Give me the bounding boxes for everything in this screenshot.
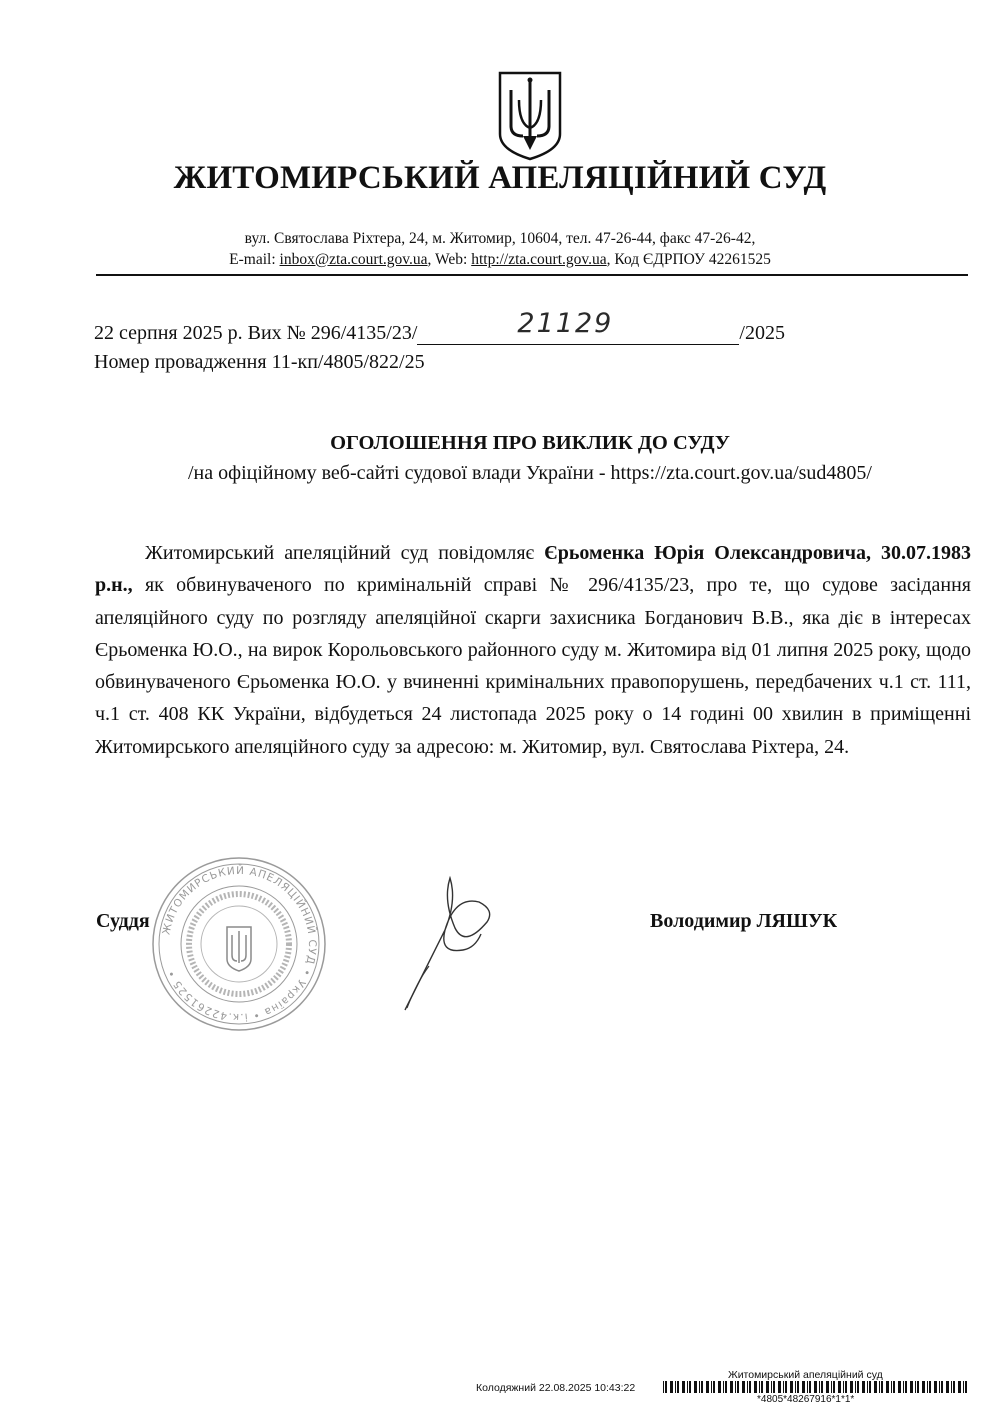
barcode-bar [963,1381,964,1393]
barcode-bar [771,1381,772,1393]
outgoing-suffix: /2025 [739,322,785,344]
barcode-bar [783,1381,784,1393]
barcode-bar [905,1381,907,1393]
footer-registrar-stamp: Колодяжний 22.08.2025 10:43:22 [476,1382,636,1394]
barcode-bar [677,1381,679,1393]
barcode-bar [747,1381,748,1393]
barcode-bar [946,1381,949,1393]
barcode-bar [682,1381,685,1393]
email-link[interactable]: inbox@zta.court.gov.ua [279,251,428,268]
barcode-bar [922,1381,925,1393]
barcode-bar [821,1381,823,1393]
barcode-bar [766,1381,769,1393]
barcode-bar [951,1381,952,1393]
barcode-bar [819,1381,820,1393]
barcode-bar [687,1381,688,1393]
barcode-bar [665,1381,667,1393]
barcode-bar [735,1381,736,1393]
outgoing-number-line [94,308,785,345]
notice-subtitle: /на офіційному веб-сайті судової влади України - https://zta.court.gov.ua/sud4805/ [187,462,872,484]
barcode-bar [778,1381,781,1393]
barcode-bar [699,1381,700,1393]
barcode-bar [713,1381,715,1393]
barcode-bar [886,1381,889,1393]
barcode-bar [869,1381,871,1393]
barcode-bar [929,1381,931,1393]
email-label: E-mail: [229,251,280,268]
barcode-bar [965,1381,967,1393]
court-seal-stamp [150,855,328,1033]
barcode-bar [795,1381,796,1393]
barcode-bar [701,1381,703,1393]
barcode-bar [898,1381,901,1393]
barcode-bar [711,1381,712,1393]
footer-court-name: Житомирський апеляційний суд [728,1369,883,1381]
barcode-bar [927,1381,928,1393]
barcode-bar [903,1381,904,1393]
barcode-bar [874,1381,877,1393]
barcode-bar [797,1381,799,1393]
barcode-bar [749,1381,751,1393]
barcode-bar [826,1381,829,1393]
barcode-bar [773,1381,775,1393]
barcode-bar [675,1381,676,1393]
barcode-bar [939,1381,940,1393]
barcode-bar [742,1381,745,1393]
barcode-bar [910,1381,913,1393]
barcode-bar [670,1381,673,1393]
barcode-bar [723,1381,724,1393]
web-link[interactable]: http://zta.court.gov.ua [471,251,607,268]
court-address: вул. Святослава Ріхтера, 24, м. Житомир, 10604, тел. 47-26-44, факс 47-26-42, [244,230,756,247]
notice-body [95,537,971,763]
outgoing-date: 22 серпня 2025 р. Вих № 296/4135/23/ [94,322,418,344]
barcode-bar [809,1381,811,1393]
barcode-bar [689,1381,691,1393]
barcode-bar [759,1381,760,1393]
barcode-bar [862,1381,865,1393]
notice-text: як обвинуваченого по кримінальній справі № 296/4135/23, про те, що судове засідання апеляційного суду по розгляду апеляційної скарги захисника Богданович В.В., яка діє в інтересах Єрьоменка Ю.О., на вирок Корольовського районного суду м. Житомира від 01 липня 2025 року, щодо обвинуваченого Єрьоменка Ю.О. у вчиненні кримінальних правопорушень, передбачених ч.1 ст. 111, ч.1 ст. 408 КК України, відбудеться 24 листопада 2025 року о 14 годині 00 хвилин в приміщенні Житомирського апеляційного суду за адресою: м. Житомир, вул. Святослава Ріхтера, 24. [95,574,971,758]
notice-title: ОГОЛОШЕННЯ ПРО ВИКЛИК ДО СУДУ [330,432,730,454]
notice-intro: Житомирський апеляційний суд повідомляє [145,542,545,564]
barcode-bar [831,1381,832,1393]
document-barcode [663,1381,971,1393]
barcode-bar [814,1381,817,1393]
barcode-bar [953,1381,955,1393]
barcode-bar [737,1381,739,1393]
barcode-bar [867,1381,868,1393]
court-contacts [0,251,1000,269]
barcode-bar [663,1381,664,1393]
barcode-bar [857,1381,859,1393]
barcode-code: *4805*48267916*1*1* [757,1394,855,1405]
barcode-bar [855,1381,856,1393]
barcode-bar [958,1381,961,1393]
judge-signature [395,870,505,1020]
barcode-bar [838,1381,841,1393]
handwritten-number: 21129 [517,308,614,339]
court-name: ЖИТОМИРСЬКИЙ АПЕЛЯЦІЙНИЙ СУД [173,160,827,196]
defendant-name: Єрьоменка Юрія Олександровича, 30.07.1983 р.н., [95,542,971,597]
barcode-bar [843,1381,844,1393]
barcode-bar [730,1381,733,1393]
judge-label: Суддя [96,910,150,932]
outgoing-number-field [417,308,739,345]
barcode-bar [891,1381,892,1393]
barcode-bar [694,1381,697,1393]
barcode-bar [725,1381,727,1393]
barcode-bar [706,1381,709,1393]
barcode-bar [881,1381,883,1393]
barcode-bar [941,1381,943,1393]
barcode-bar [802,1381,805,1393]
coat-of-arms-icon [497,70,563,162]
barcode-bar [833,1381,835,1393]
judge-name: Володимир ЛЯШУК [650,910,838,932]
barcode-bar [761,1381,763,1393]
barcode-bar [879,1381,880,1393]
barcode-bar [785,1381,787,1393]
header-divider [96,274,968,276]
barcode-bar [934,1381,937,1393]
barcode-bar [790,1381,793,1393]
barcode-bar [893,1381,895,1393]
svg-text:ЖИТОМИРСЬКИЙ АПЕЛЯЦІЙНИЙ СУД •: ЖИТОМИРСЬКИЙ АПЕЛЯЦІЙНИЙ СУД • Україна • і.к.42261525 • [160,864,319,1024]
edrpou-code: , Код ЄДРПОУ 42261525 [606,251,771,268]
barcode-bar [917,1381,919,1393]
barcode-bar [915,1381,916,1393]
web-label: , Web: [427,251,472,268]
proceeding-number: Номер провадження 11-кп/4805/822/25 [94,351,425,373]
barcode-bar [845,1381,847,1393]
barcode-bar [754,1381,757,1393]
barcode-bar [807,1381,808,1393]
barcode-bar [718,1381,721,1393]
barcode-bar [850,1381,853,1393]
